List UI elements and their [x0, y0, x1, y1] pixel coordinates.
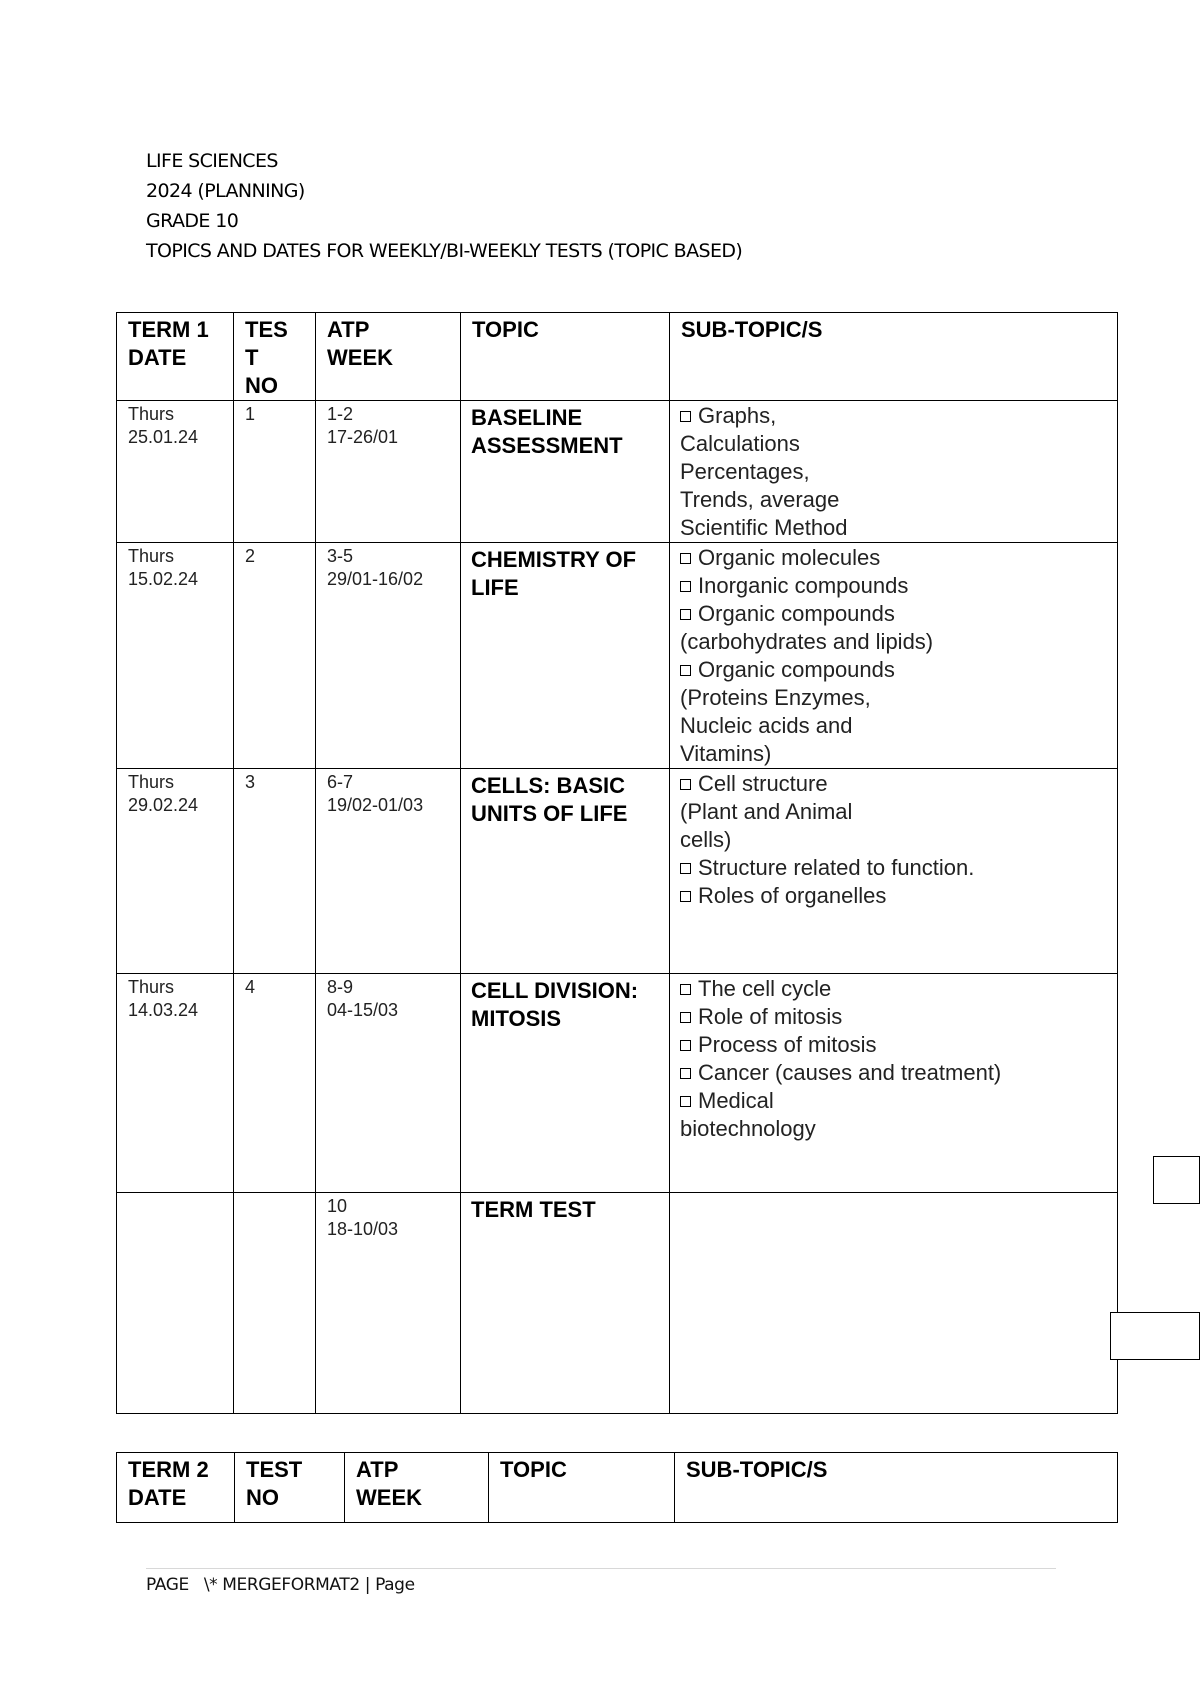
page-footer: PAGE \* MERGEFORMAT2 | Page: [146, 1575, 415, 1595]
test-number: 1: [234, 401, 316, 543]
sub-topic-item: [680, 1115, 1107, 1143]
table-row: [117, 1193, 1118, 1414]
checkbox-bullet-icon: [680, 411, 691, 422]
topic-cell: [461, 769, 670, 974]
sub-topic-text: Scientific Method: [680, 515, 848, 540]
header-topic: TOPIC: [489, 1453, 675, 1523]
sub-topics-cell: [670, 401, 1118, 543]
sub-topic-text: Organic compounds: [698, 601, 895, 626]
sub-topic-text: (carbohydrates and lipids): [680, 629, 934, 654]
sub-topic-item: [680, 514, 1107, 542]
topic-line: MITOSIS: [471, 1006, 562, 1031]
checkbox-bullet-icon: [680, 891, 691, 902]
topic-cell: [461, 974, 670, 1193]
sub-topic-text: Role of mitosis: [698, 1004, 843, 1029]
footer-divider: [146, 1568, 1056, 1569]
atp-week-cell: [316, 769, 461, 974]
header-atp-week: ATP WEEK: [316, 313, 461, 401]
checkbox-bullet-icon: [680, 1096, 691, 1107]
sub-topic-item: [680, 1031, 1107, 1059]
sub-topic-text: Structure related to function.: [698, 855, 975, 880]
atp-week-cell: [316, 401, 461, 543]
sub-topic-item: [680, 854, 1107, 882]
sub-topic-text: Roles of organelles: [698, 883, 887, 908]
sub-topic-item: [680, 826, 1107, 854]
sub-topic-text: The cell cycle: [698, 976, 832, 1001]
floating-box: [1153, 1156, 1200, 1204]
sub-topic-item: [680, 684, 1107, 712]
test-number: 2: [234, 543, 316, 769]
header-atp-week: ATP WEEK: [345, 1453, 489, 1523]
atp-week-cell: [316, 974, 461, 1193]
topic-line: UNITS OF LIFE: [471, 801, 628, 826]
sub-topic-text: Cell structure: [698, 771, 828, 796]
sub-topic-item: [680, 544, 1107, 572]
sub-topic-item: [680, 712, 1107, 740]
atp-date-range: 04-15/03: [327, 1000, 399, 1020]
date-cell: [117, 974, 234, 1193]
sub-topic-text: (Proteins Enzymes,: [680, 685, 871, 710]
sub-topics-cell: [670, 769, 1118, 974]
topic-line: BASELINE: [471, 405, 583, 430]
atp-date-range: 29/01-16/02: [327, 569, 424, 589]
sub-topic-text: Inorganic compounds: [698, 573, 909, 598]
sub-topic-item: [680, 798, 1107, 826]
topic-line: LIFE: [471, 575, 519, 600]
sub-topic-item: [680, 1087, 1107, 1115]
sub-topic-text: Graphs,: [698, 403, 777, 428]
checkbox-bullet-icon: [680, 984, 691, 995]
sub-topic-text: Nucleic acids and: [680, 713, 853, 738]
checkbox-bullet-icon: [680, 553, 691, 564]
atp-date-range: 18-10/03: [327, 1219, 399, 1239]
sub-topic-text: cells): [680, 827, 732, 852]
checkbox-bullet-icon: [680, 1040, 691, 1051]
test-day: Thurs: [128, 404, 175, 424]
checkbox-bullet-icon: [680, 581, 691, 592]
atp-week: 3-5: [327, 546, 354, 566]
table-row: [117, 543, 1118, 769]
atp-week-cell: [316, 543, 461, 769]
topic-cell: [461, 543, 670, 769]
checkbox-bullet-icon: [680, 863, 691, 874]
topic-cell: [461, 401, 670, 543]
header-sub-topics: SUB-TOPIC/S: [670, 313, 1118, 401]
sub-topic-text: Organic molecules: [698, 545, 881, 570]
test-date: 25.01.24: [128, 427, 199, 447]
test-number: [234, 1193, 316, 1414]
test-day: Thurs: [128, 977, 175, 997]
sub-topic-text: biotechnology: [680, 1116, 816, 1141]
header-test-no: TEST NO: [235, 1453, 345, 1523]
sub-topic-text: Vitamins): [680, 741, 772, 766]
header-date: TERM 2 DATE: [117, 1453, 235, 1523]
table-row: [117, 401, 1118, 543]
atp-date-range: 19/02-01/03: [327, 795, 424, 815]
date-cell: [117, 543, 234, 769]
floating-box: [1110, 1312, 1200, 1360]
topic-line: CHEMISTRY OF: [471, 547, 637, 572]
topic-line: CELLS: BASIC: [471, 773, 625, 798]
document-heading: [146, 146, 1046, 266]
sub-topic-text: Process of mitosis: [698, 1032, 877, 1057]
test-date: 29.02.24: [128, 795, 199, 815]
atp-week: 8-9: [327, 977, 354, 997]
test-date: 15.02.24: [128, 569, 199, 589]
sub-topic-item: [680, 628, 1107, 656]
topic-line: TERM TEST: [471, 1197, 596, 1222]
table-row: [117, 769, 1118, 974]
grade-label: GRADE 10: [146, 210, 239, 232]
sub-topic-item: [680, 430, 1107, 458]
sub-topic-item: [680, 458, 1107, 486]
header-topic: TOPIC: [461, 313, 670, 401]
atp-week: 1-2: [327, 404, 354, 424]
sub-topic-text: (Plant and Animal: [680, 799, 853, 824]
sub-topic-text: Trends, average: [680, 487, 840, 512]
sub-topic-item: [680, 770, 1107, 798]
sub-topic-item: [680, 1059, 1107, 1087]
sub-topic-item: [680, 600, 1107, 628]
checkbox-bullet-icon: [680, 1068, 691, 1079]
test-day: Thurs: [128, 772, 175, 792]
sub-topics-cell: [670, 1193, 1118, 1414]
sub-topic-text: Organic compounds: [698, 657, 895, 682]
header-test-no: TES T NO: [234, 313, 316, 401]
term2-header-row: [117, 1453, 1118, 1523]
atp-week: 6-7: [327, 772, 354, 792]
date-cell: [117, 401, 234, 543]
topic-cell: [461, 1193, 670, 1414]
sub-topic-text: Cancer (causes and treatment): [698, 1060, 1002, 1085]
term1-header-row: [117, 313, 1118, 401]
date-cell: [117, 769, 234, 974]
term1-table: [116, 312, 1118, 1414]
test-day: Thurs: [128, 546, 175, 566]
page-title: TOPICS AND DATES FOR WEEKLY/BI-WEEKLY TESTS (TOPIC BASED): [146, 240, 743, 262]
atp-week: 10: [327, 1196, 348, 1216]
sub-topic-text: Medical: [698, 1088, 774, 1113]
sub-topic-text: Calculations: [680, 431, 800, 456]
sub-topic-item: [680, 402, 1107, 430]
planning-year: 2024 (PLANNING): [146, 180, 305, 202]
checkbox-bullet-icon: [680, 779, 691, 790]
topic-line: ASSESSMENT: [471, 433, 623, 458]
header-sub-topics: SUB-TOPIC/S: [675, 1453, 1118, 1523]
sub-topic-item: [680, 740, 1107, 768]
checkbox-bullet-icon: [680, 1012, 691, 1023]
test-number: 4: [234, 974, 316, 1193]
sub-topic-item: [680, 656, 1107, 684]
subject-title: LIFE SCIENCES: [146, 150, 278, 172]
topic-line: CELL DIVISION:: [471, 978, 639, 1003]
sub-topic-item: [680, 572, 1107, 600]
sub-topic-item: [680, 1003, 1107, 1031]
date-cell: [117, 1193, 234, 1414]
sub-topic-item: [680, 486, 1107, 514]
sub-topics-cell: [670, 543, 1118, 769]
atp-date-range: 17-26/01: [327, 427, 399, 447]
atp-week-cell: [316, 1193, 461, 1414]
sub-topics-cell: [670, 974, 1118, 1193]
sub-topic-text: Percentages,: [680, 459, 810, 484]
checkbox-bullet-icon: [680, 609, 691, 620]
sub-topic-item: [680, 882, 1107, 910]
table-row: [117, 974, 1118, 1193]
header-date: TERM 1 DATE: [117, 313, 234, 401]
test-number: 3: [234, 769, 316, 974]
test-date: 14.03.24: [128, 1000, 199, 1020]
sub-topic-item: [680, 975, 1107, 1003]
checkbox-bullet-icon: [680, 665, 691, 676]
term2-table: [116, 1452, 1118, 1523]
